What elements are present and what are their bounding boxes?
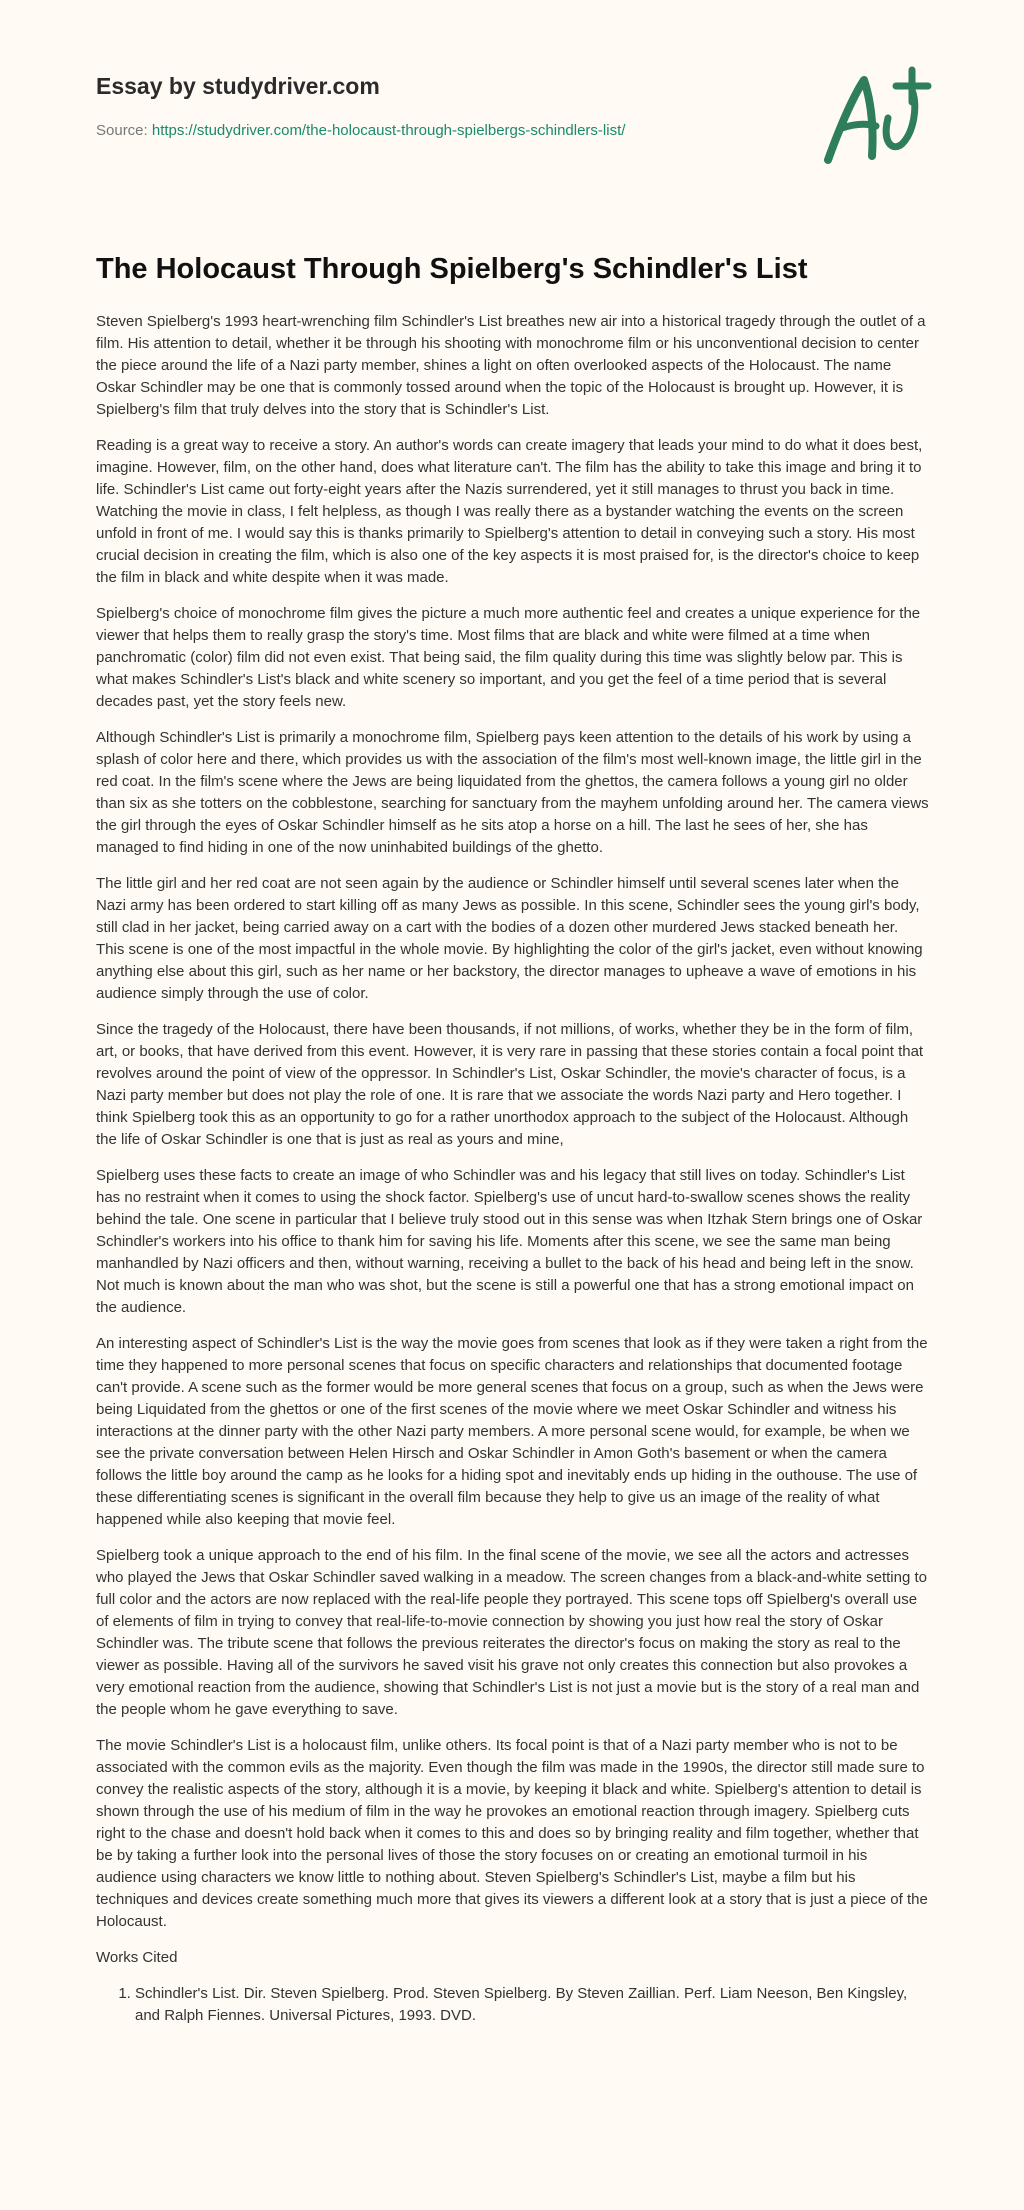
source-line — [96, 122, 625, 139]
paragraph: An interesting aspect of Schindler's List is the way the movie goes from scenes that look as if they were taken a right from the time they happened to more personal scenes that focus on specific characters and relationships that documented footage can't provide. A scene such as the former would be more general scenes that focus on a group, such as when the Jews were being Liquidated from the ghettos or one of the first scenes of the movie where we meet Oskar Schindler and witness his interactions at the dinner party with the other Nazi party members. A more personal scene would, for example, be when we see the private conversation between Helen Hirsch and Oskar Schindler in Amon Goth's basement or when the camera follows the little boy around the camp as he looks for a hiding spot and inevitably ends up hiding in the outhouse. The use of these differentiating scenes is significant in the overall film because they help to give us an image of the reality of what happened while also keeping that movie feel. — [96, 1335, 928, 1528]
logo-a-plus-icon — [822, 66, 932, 166]
works-cited-list — [96, 1983, 930, 2027]
paragraph: Reading is a great way to receive a story. An author's words can create imagery that leads your mind to do what it does best, imagine. However, film, on the other hand, does what literature can't. The film has the ability to take this image and bring it to life. Schindler's List came out forty-eight years after the Nazis surrendered, yet it still manages to thrust you back in time. Watching the movie in class, I felt helpless, as though I was really there as a bystander watching the events on the screen unfold in front of me. I would say this is thanks primarily to Spielberg's attention to detail in conveying such a story. His most crucial decision in creating the film, which is also one of the key aspects it is most praised for, is the director's choice to keep the film in black and white despite when it was made. — [96, 437, 923, 586]
article-title: The Holocaust Through Spielberg's Schindler's List — [96, 253, 808, 285]
source-link[interactable]: https://studydriver.com/the-holocaust-through-spielbergs-schindlers-list/ — [151, 122, 626, 139]
works-cited-heading: Works Cited — [96, 1949, 178, 1966]
header — [96, 0, 930, 240]
works-cited-item: 1. Schindler's List. Dir. Steven Spielberg. Prod. Steven Spielberg. By Steven Zaillian. Perf. Liam Neeson, Ben Kingsley, and Ralph Fiennes. Universal Pictures, 1993. DVD. — [135, 1983, 930, 2027]
paragraph: Since the tragedy of the Holocaust, there have been thousands, if not millions, of works, whether they be in the form of film, art, or books, that have derived from this event. However, it is very rare in passing that these stories contain a focal point that revolves around the point of view of the oppressor. In Schindler's List, Oskar Schindler, the movie's character of focus, is a Nazi party member but does not play the role of one. It is rare that we associate the words Nazi party and Hero together. I think Spielberg took this as an opportunity to go for a rather unorthodox approach to the subject of the Holocaust. Although the life of Oskar Schindler is one that is just as real as yours and mine, — [96, 1021, 924, 1148]
document-page — [96, 0, 930, 2024]
paragraph: Spielberg took a unique approach to the end of his film. In the final scene of the movie, we see all the actors and actresses who played the Jews that Oskar Schindler saved walking in a meadow. The screen changes from a black-and-white setting to full color and the actors are now replaced with the real-life people they portrayed. This scene tops off Spielberg's overall use of elements of film in trying to convey that real-life-to-movie connection by showing you just how real the story of Oskar Schindler was. The tribute scene that follows the previous reiterates the director's focus on making the story as real to the viewer as possible. Having all of the survivors he saved visit his grave not only creates this connection but also provokes a very emotional reaction from the audience, showing that Schindler's List is not just a movie but is the story of a real man and the people whom he gave everything to save. — [96, 1547, 927, 1718]
paragraph: Spielberg uses these facts to create an image of who Schindler was and his legacy that still lives on today. Schindler's List has no restraint when it comes to using the shock factor. Spielberg's use of uncut hard-to-swallow scenes shows the reality behind the tale. One scene in particular that I believe truly stood out in this sense was when Itzhak Stern brings one of Oskar Schindler's workers into his office to thank him for saving his life. Moments after this scene, we see the same man being manhandled by Nazi officers and then, without warning, receiving a bullet to the back of his head and being left in the snow. Not much is known about the man who was shot, but the scene is still a powerful one that has a strong emotional impact on the audience. — [96, 1167, 923, 1316]
paragraph: The movie Schindler's List is a holocaust film, unlike others. Its focal point is that of a Nazi party member who is not to be associated with the common evils as the majority. Even though the film was made in the 1990s, the director still made sure to convey the realistic aspects of the story, although it is a movie, by keeping it black and white. Spielberg's attention to detail is shown through the use of his medium of film in the way he provokes an emotional reaction through imagery. Spielberg cuts right to the chase and doesn't hold back when it comes to this and does so by bringing reality and film together, whether that be by taking a further look into the personal lives of those the story focuses on or creating an emotional turmoil in his audience using characters we know little to nothing about. Steven Spielberg's Schindler's List, maybe a film but his techniques and devices create something much more that gives its viewers a different look at a story that is just a piece of the Holocaust. — [96, 1737, 928, 1930]
paragraph: The little girl and her red coat are not seen again by the audience or Schindler himself until several scenes later when the Nazi army has been ordered to start killing off as many Jews as possible. In this scene, Schindler sees the young girl's body, still clad in her jacket, being carried away on a cart with the bodies of a dozen other murdered Jews stacked beneath her. This scene is one of the most impactful in the whole movie. By highlighting the color of the girl's jacket, even without knowing anything else about this girl, such as her name or her backstory, the director manages to upheave a wave of emotions in his audience simply through the use of color. — [96, 875, 923, 1002]
source-prefix: Source: — [96, 122, 152, 139]
paragraph: Steven Spielberg's 1993 heart-wrenching film Schindler's List breathes new air into a historical tragedy through the outlet of a film. His attention to detail, whether it be through his shooting with monochrome film or his unconventional decision to center the piece around the life of a Nazi party member, shines a light on often overlooked aspects of the Holocaust. The name Oskar Schindler may be one that is commonly tossed around when the topic of the Holocaust is brought up. However, it is Spielberg's film that truly delves into the story that is Schindler's List. — [96, 313, 926, 418]
article-body — [96, 311, 930, 2027]
paragraph: Spielberg's choice of monochrome film gives the picture a much more authentic feel and creates a unique experience for the viewer that helps them to really grasp the story's time. Most films that are black and white were filmed at a time when panchromatic (color) film did not even exist. That being said, the film quality during this time was slightly below par. This is what makes Schindler's List's black and white scenery so important, and you get the feel of a time period that is several decades past, yet the story feels new. — [96, 605, 921, 710]
essay-label: Essay by studydriver.com — [96, 73, 380, 99]
paragraph: Although Schindler's List is primarily a monochrome film, Spielberg pays keen attention to the details of his work by using a splash of color here and there, which provides us with the association of the film's most well-known image, the little girl in the red coat. In the film's scene where the Jews are being liquidated from the ghettos, the camera follows a young girl no older than six as she totters on the cobblestone, searching for sanctuary from the mayhem unfolding around her. The camera views the girl through the eyes of Oskar Schindler himself as he sits atop a horse on a hill. The last he sees of her, she has managed to find hiding in one of the now uninhabited buildings of the ghetto. — [96, 729, 929, 856]
